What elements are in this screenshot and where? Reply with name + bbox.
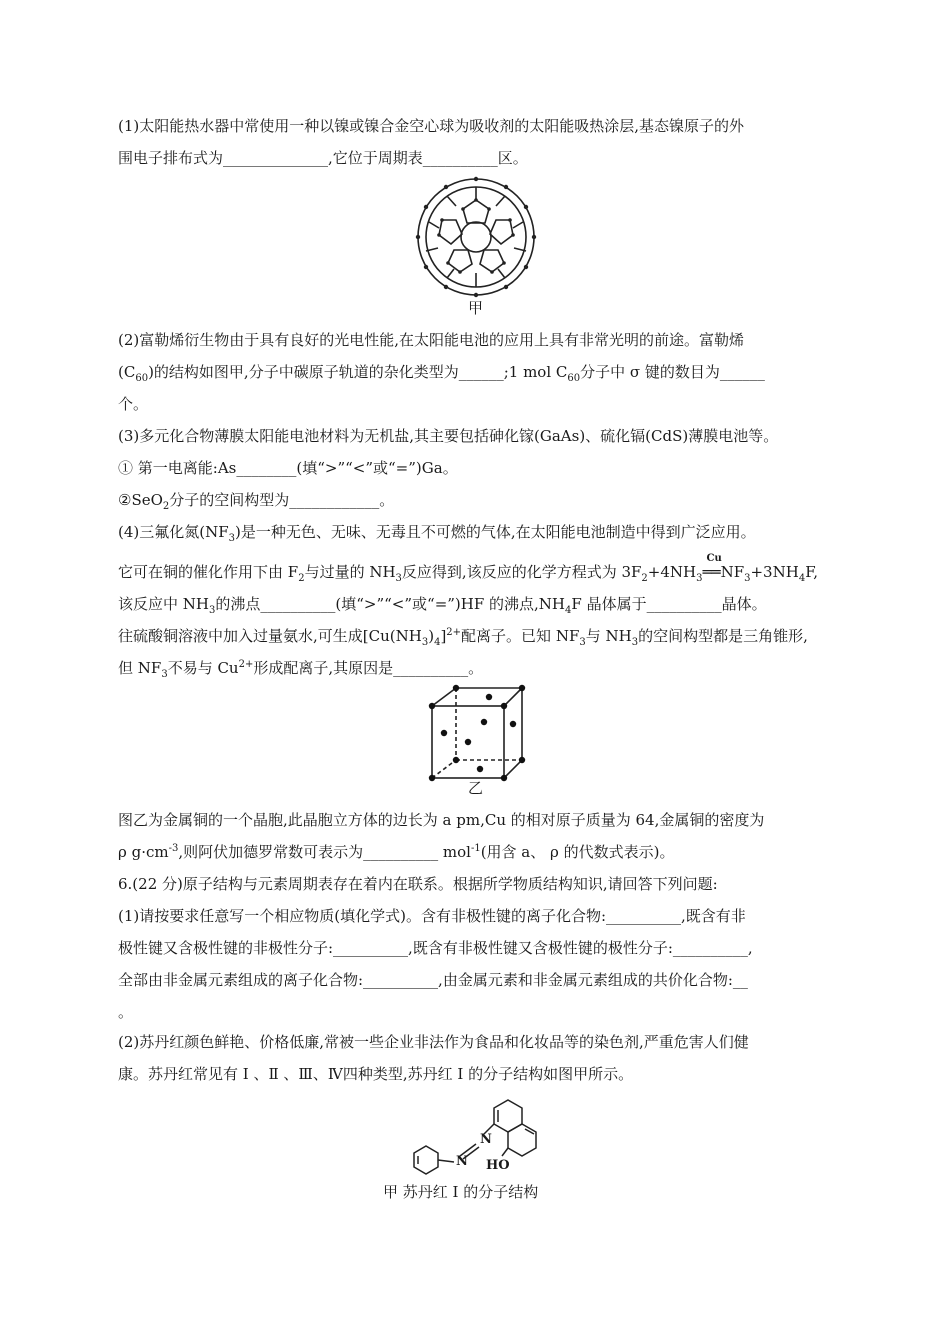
figure-caption-yi: 乙 xyxy=(468,779,484,797)
q6-part1-line1: (1)请按要求任意写一个相应物质(填化学式)。含有非极性键的离子化合物:__________,既含有非 xyxy=(118,907,746,925)
q5-part4-line2: 它可在铜的催化作用下由 $F_2$与过量的 $NH_3$反应得到,该反应的化学方程式为 $3F_2+4NH_3$ Cu $══NF_3+3NH_4F$, xyxy=(118,553,819,584)
q5-part3-line3: ②SeO$_2$分子的空间构型为____________。 xyxy=(118,491,395,512)
q5-density-line1: 图乙为金属铜的一个晶胞,此晶胞立方体的边长为 a pm,Cu 的相对原子质量为 64,金属铜的密度为 xyxy=(118,811,765,829)
q6-part1-line3: 全部由非金属元素组成的离子化合物:__________,由金属元素和非金属元素组成的共价化合物:__ xyxy=(118,971,748,989)
mol-label-n1: N xyxy=(480,1132,492,1147)
mol-label-ho: HO xyxy=(486,1158,510,1173)
q6-part1-line2: 极性键又含极性键的非极性分子:__________,既含有非极性键又含极性键的极性分子:__________, xyxy=(118,939,753,957)
figure-caption-sudan: 甲 苏丹红 Ⅰ 的分子结构 xyxy=(383,1183,539,1201)
figure-caption-jia: 甲 xyxy=(468,299,484,317)
q5-part2-line2: $(C_{60})$的结构如图甲,分子中碳原子轨道的杂化类型为______;1 mol $C_{60}$分子中 σ 键的数目为______ xyxy=(118,363,765,384)
q5-part2-line1: (2)富勒烯衍生物由于具有良好的光电性能,在太阳能电池的应用上具有非常光明的前途。富勒烯 xyxy=(118,331,745,349)
q6-heading: 6.(22 分)原子结构与元素周期表存在着内在联系。根据所学物质结构知识,请回答下列问题: xyxy=(118,875,718,893)
sudan-red-molecule-diagram xyxy=(404,1094,544,1178)
q5-part4-line4: 往硫酸铜溶液中加入过量氨水,可生成$[Cu(NH_3)_4]^{2+}$配离子。已知 $NF_3$与 $NH_3$的空间构型都是三角锥形, xyxy=(118,627,808,648)
copper-unit-cell-diagram xyxy=(418,684,528,784)
catalyst-arrow: Cu ══ xyxy=(702,553,722,581)
q6-part2-line2: 康。苏丹红常见有 Ⅰ 、Ⅱ 、Ⅲ、Ⅳ四种类型,苏丹红 Ⅰ 的分子结构如图甲所示。 xyxy=(118,1065,634,1083)
q5-density-line2: ρ $g\cdot cm^{-3}$,则阿伏加德罗常数可表示为__________ mol$^{-1}$(用含 a、 ρ 的代数式表示)。 xyxy=(118,843,675,861)
fullerene-diagram xyxy=(410,176,542,298)
q6-part1-line4: 。 xyxy=(118,1003,134,1021)
q5-part3-line1: (3)多元化合物薄膜太阳能电池材料为无机盐,其主要包括砷化镓(GaAs)、硫化镉(CdS)薄膜电池等。 xyxy=(118,427,779,445)
q5-part1-line2: 围电子排布式为______________,它位于周期表__________区。 xyxy=(118,149,528,167)
q5-part2-line3: 个。 xyxy=(118,395,149,413)
q5-part3-line2: ① 第一电离能:As________(填“>”“<”或“=”)Ga。 xyxy=(118,459,458,477)
q5-part4-line1: (4)三氟化氮$(NF_3)$是一种无色、无味、无毒且不可燃的气体,在太阳能电池制造中得到广泛应用。 xyxy=(118,523,756,544)
mol-label-n2: N xyxy=(456,1154,468,1169)
q5-part1-line1: (1)太阳能热水器中常使用一种以镍或镍合金空心球为吸收剂的太阳能吸热涂层,基态镍原子的外 xyxy=(118,117,745,135)
q6-part2-line1: (2)苏丹红颜色鲜艳、价格低廉,常被一些企业非法作为食品和化妆品等的染色剂,严重危害人们健 xyxy=(118,1033,749,1051)
q5-part4-line5: 但 $NF_3$不易与 $Cu^{2+}$形成配离子,其原因是__________。 xyxy=(118,659,484,680)
q5-part4-line3: 该反应中 $NH_3$的沸点__________(填“>”“<”或“=”)HF 的沸点$,NH_4F$ 晶体属于__________晶体。 xyxy=(118,595,767,616)
